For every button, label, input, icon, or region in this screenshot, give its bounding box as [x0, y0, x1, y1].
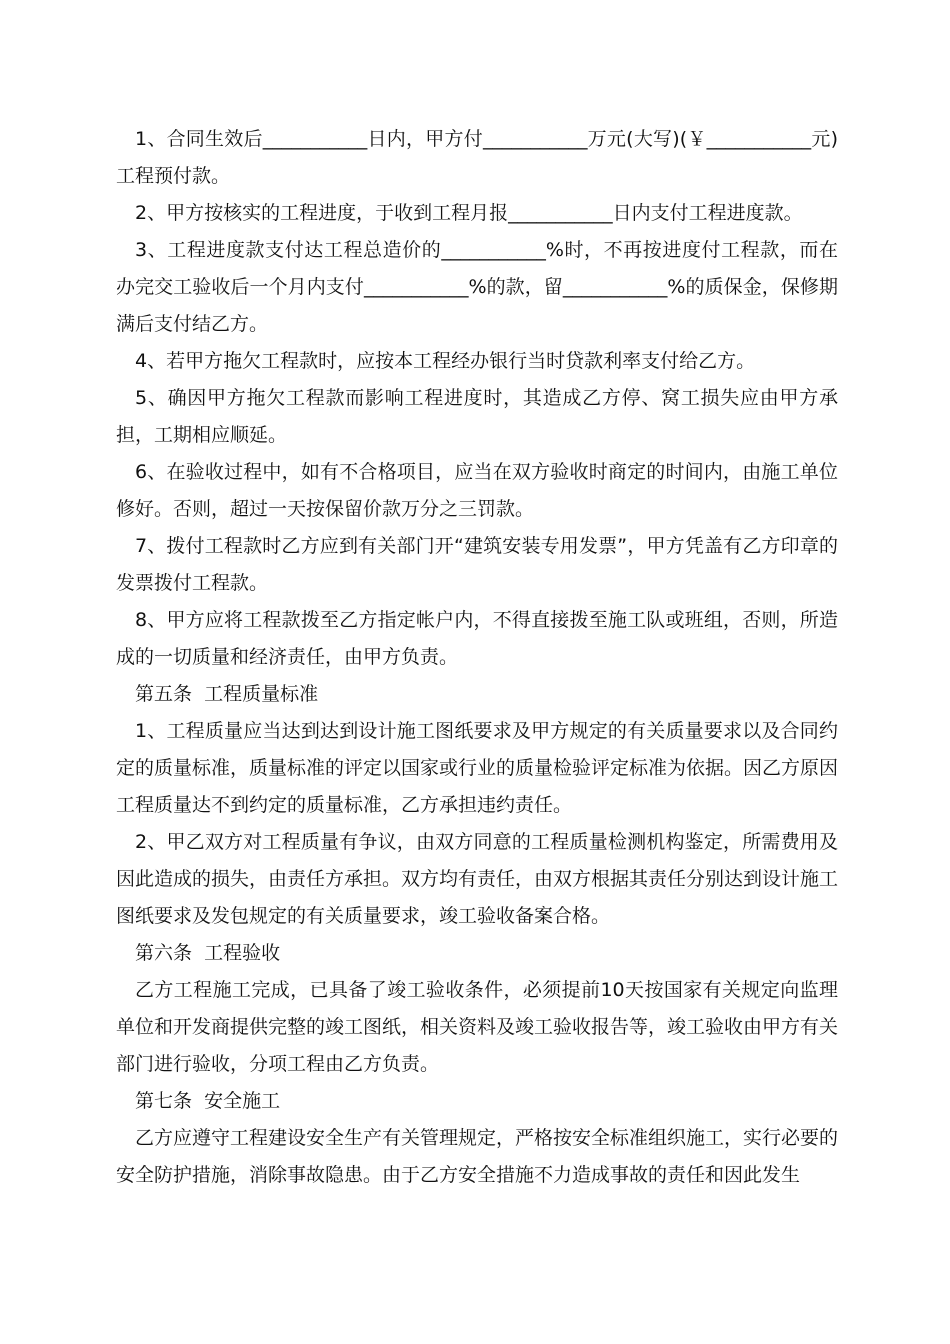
clause-acceptance: 乙方工程施工完成，已具备了竣工验收条件，必须提前10天按国家有关规定向监理单位和开发商提供完整的竣工图纸，相关资料及竣工验收报告等，竣工验收由甲方有关部门进行验收，分项工程由乙方负责。 [116, 979, 839, 1075]
clause-payment-7: 7、拨付工程款时乙方应到有关部门开“建筑安装专用发票”，甲方凭盖有乙方印章的发票拨付工程款。 [116, 535, 838, 594]
document-body [116, 121, 838, 1194]
article-6-heading: 第六条 工程验收 [135, 942, 281, 964]
clause-payment-2: 2、甲方按核实的工程进度，于收到工程月报___________日内支付工程进度款。 [135, 202, 803, 224]
clause-payment-3: 3、工程进度款支付达工程总造价的___________%时，不再按进度付工程款，而在办完交工验收后一个月内支付___________%的款，留___________%的质保金，保修期满后支付结乙方。 [116, 239, 838, 335]
article-5-heading: 第五条 工程质量标准 [135, 683, 319, 705]
clause-payment-1: 1、合同生效后___________日内，甲方付___________万元(大写)(￥___________元)工程预付款。 [116, 128, 838, 187]
clause-quality-2: 2、甲乙双方对工程质量有争议，由双方同意的工程质量检测机构鉴定，所需费用及因此造成的损失，由责任方承担。双方均有责任，由双方根据其责任分别达到设计施工图纸要求及发包规定的有关质量要求，竣工验收备案合格。 [116, 831, 839, 927]
clause-quality-1: 1、工程质量应当达到达到设计施工图纸要求及甲方规定的有关质量要求以及合同约定的质量标准，质量标准的评定以国家或行业的质量检验评定标准为依据。因乙方原因工程质量达不到约定的质量标准，乙方承担违约责任。 [116, 720, 839, 816]
clause-payment-6: 6、在验收过程中，如有不合格项目，应当在双方验收时商定的时间内，由施工单位修好。否则，超过一天按保留价款万分之三罚款。 [116, 461, 838, 520]
clause-payment-5: 5、确因甲方拖欠工程款而影响工程进度时，其造成乙方停、窝工损失应由甲方承担，工期相应顺延。 [116, 387, 838, 446]
clause-payment-8: 8、甲方应将工程款拨至乙方指定帐户内，不得直接拨至施工队或班组，否则，所造成的一切质量和经济责任，由甲方负责。 [116, 609, 838, 668]
article-7-heading: 第七条 安全施工 [135, 1090, 281, 1112]
clause-safety: 乙方应遵守工程建设安全生产有关管理规定，严格按安全标准组织施工，实行必要的安全防护措施，消除事故隐患。由于乙方安全措施不力造成事故的责任和因此发生 [116, 1127, 839, 1186]
clause-payment-4: 4、若甲方拖欠工程款时，应按本工程经办银行当时贷款利率支付给乙方。 [135, 350, 756, 372]
